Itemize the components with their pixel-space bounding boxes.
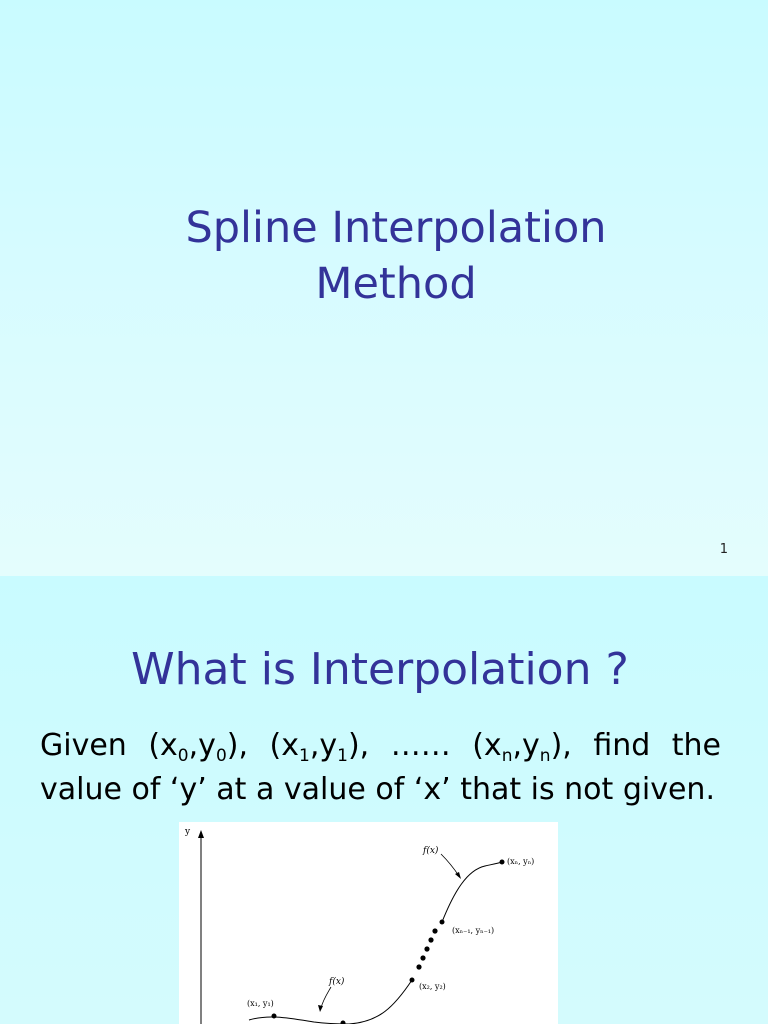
var-xn: x [483,728,502,763]
ellipsis-dot [424,946,429,951]
ellipsis-dot [420,955,425,960]
sub-x0: 0 [177,746,189,766]
data-point-3 [410,978,415,983]
data-point-n-minus-1 [440,920,445,925]
sub-xn: n [501,746,513,766]
curve-lower [249,1017,349,1024]
body-ellipsis: …… [390,728,451,763]
curve-middle [349,980,412,1024]
body-line-3: not given. [564,772,715,807]
arrow-fx-top [441,854,459,876]
var-yn: y [522,728,540,763]
var-x1: x [281,728,299,763]
slide-title [0,200,768,312]
y-axis-label: y [185,827,191,837]
arrow-head-icon [455,872,461,879]
label-point-2: (x₂, y₂) [419,982,446,991]
ellipsis-dot [416,964,421,969]
label-point-n-minus-1: (xₙ₋₁, yₙ₋₁) [452,926,495,935]
var-y1: y [319,728,338,763]
ellipsis-dot [432,928,437,933]
interpolation-diagram [179,822,558,1024]
label-fx-bottom: f(x) [329,977,345,987]
var-y0: y [198,728,216,763]
body-line-2: the value of ‘y’ at a value of ‘x’ that is [40,728,722,807]
sub-y0: 0 [215,746,227,766]
section-title: What is Interpolation ? [131,644,629,695]
sub-x1: 1 [298,746,310,766]
data-point-2 [341,1021,346,1024]
sub-yn: n [539,746,551,766]
body-find: find [593,728,651,763]
body-given: Given [40,728,127,763]
arrow-head-icon [318,1005,323,1012]
label-point-n: (xₙ, yₙ) [507,857,535,866]
label-point-1: (x₁, y₁) [247,999,274,1008]
sub-y1: 1 [337,746,348,766]
curve-upper [442,862,502,922]
label-fx-top: f(x) [423,846,439,856]
page-number: 1 [719,542,728,557]
ellipsis-dot [428,937,433,942]
var-x0: x [160,728,178,763]
arrow-fx-bottom [321,987,331,1008]
data-point-1 [272,1014,277,1019]
slide-title-line-1: Spline Interpolation [185,203,607,253]
body-paragraph: Given $(x_0,y_0)$, $(x_1,y_1)$, …… $(x_n,y_n)$, find the value of ‘y’ at a value of ‘x’ that is not given. [40,728,722,807]
data-point-n [500,860,505,865]
slide-title-line-2: Method [315,259,477,309]
interpolation-figure [179,822,558,1024]
y-axis-arrow-icon [198,830,204,838]
